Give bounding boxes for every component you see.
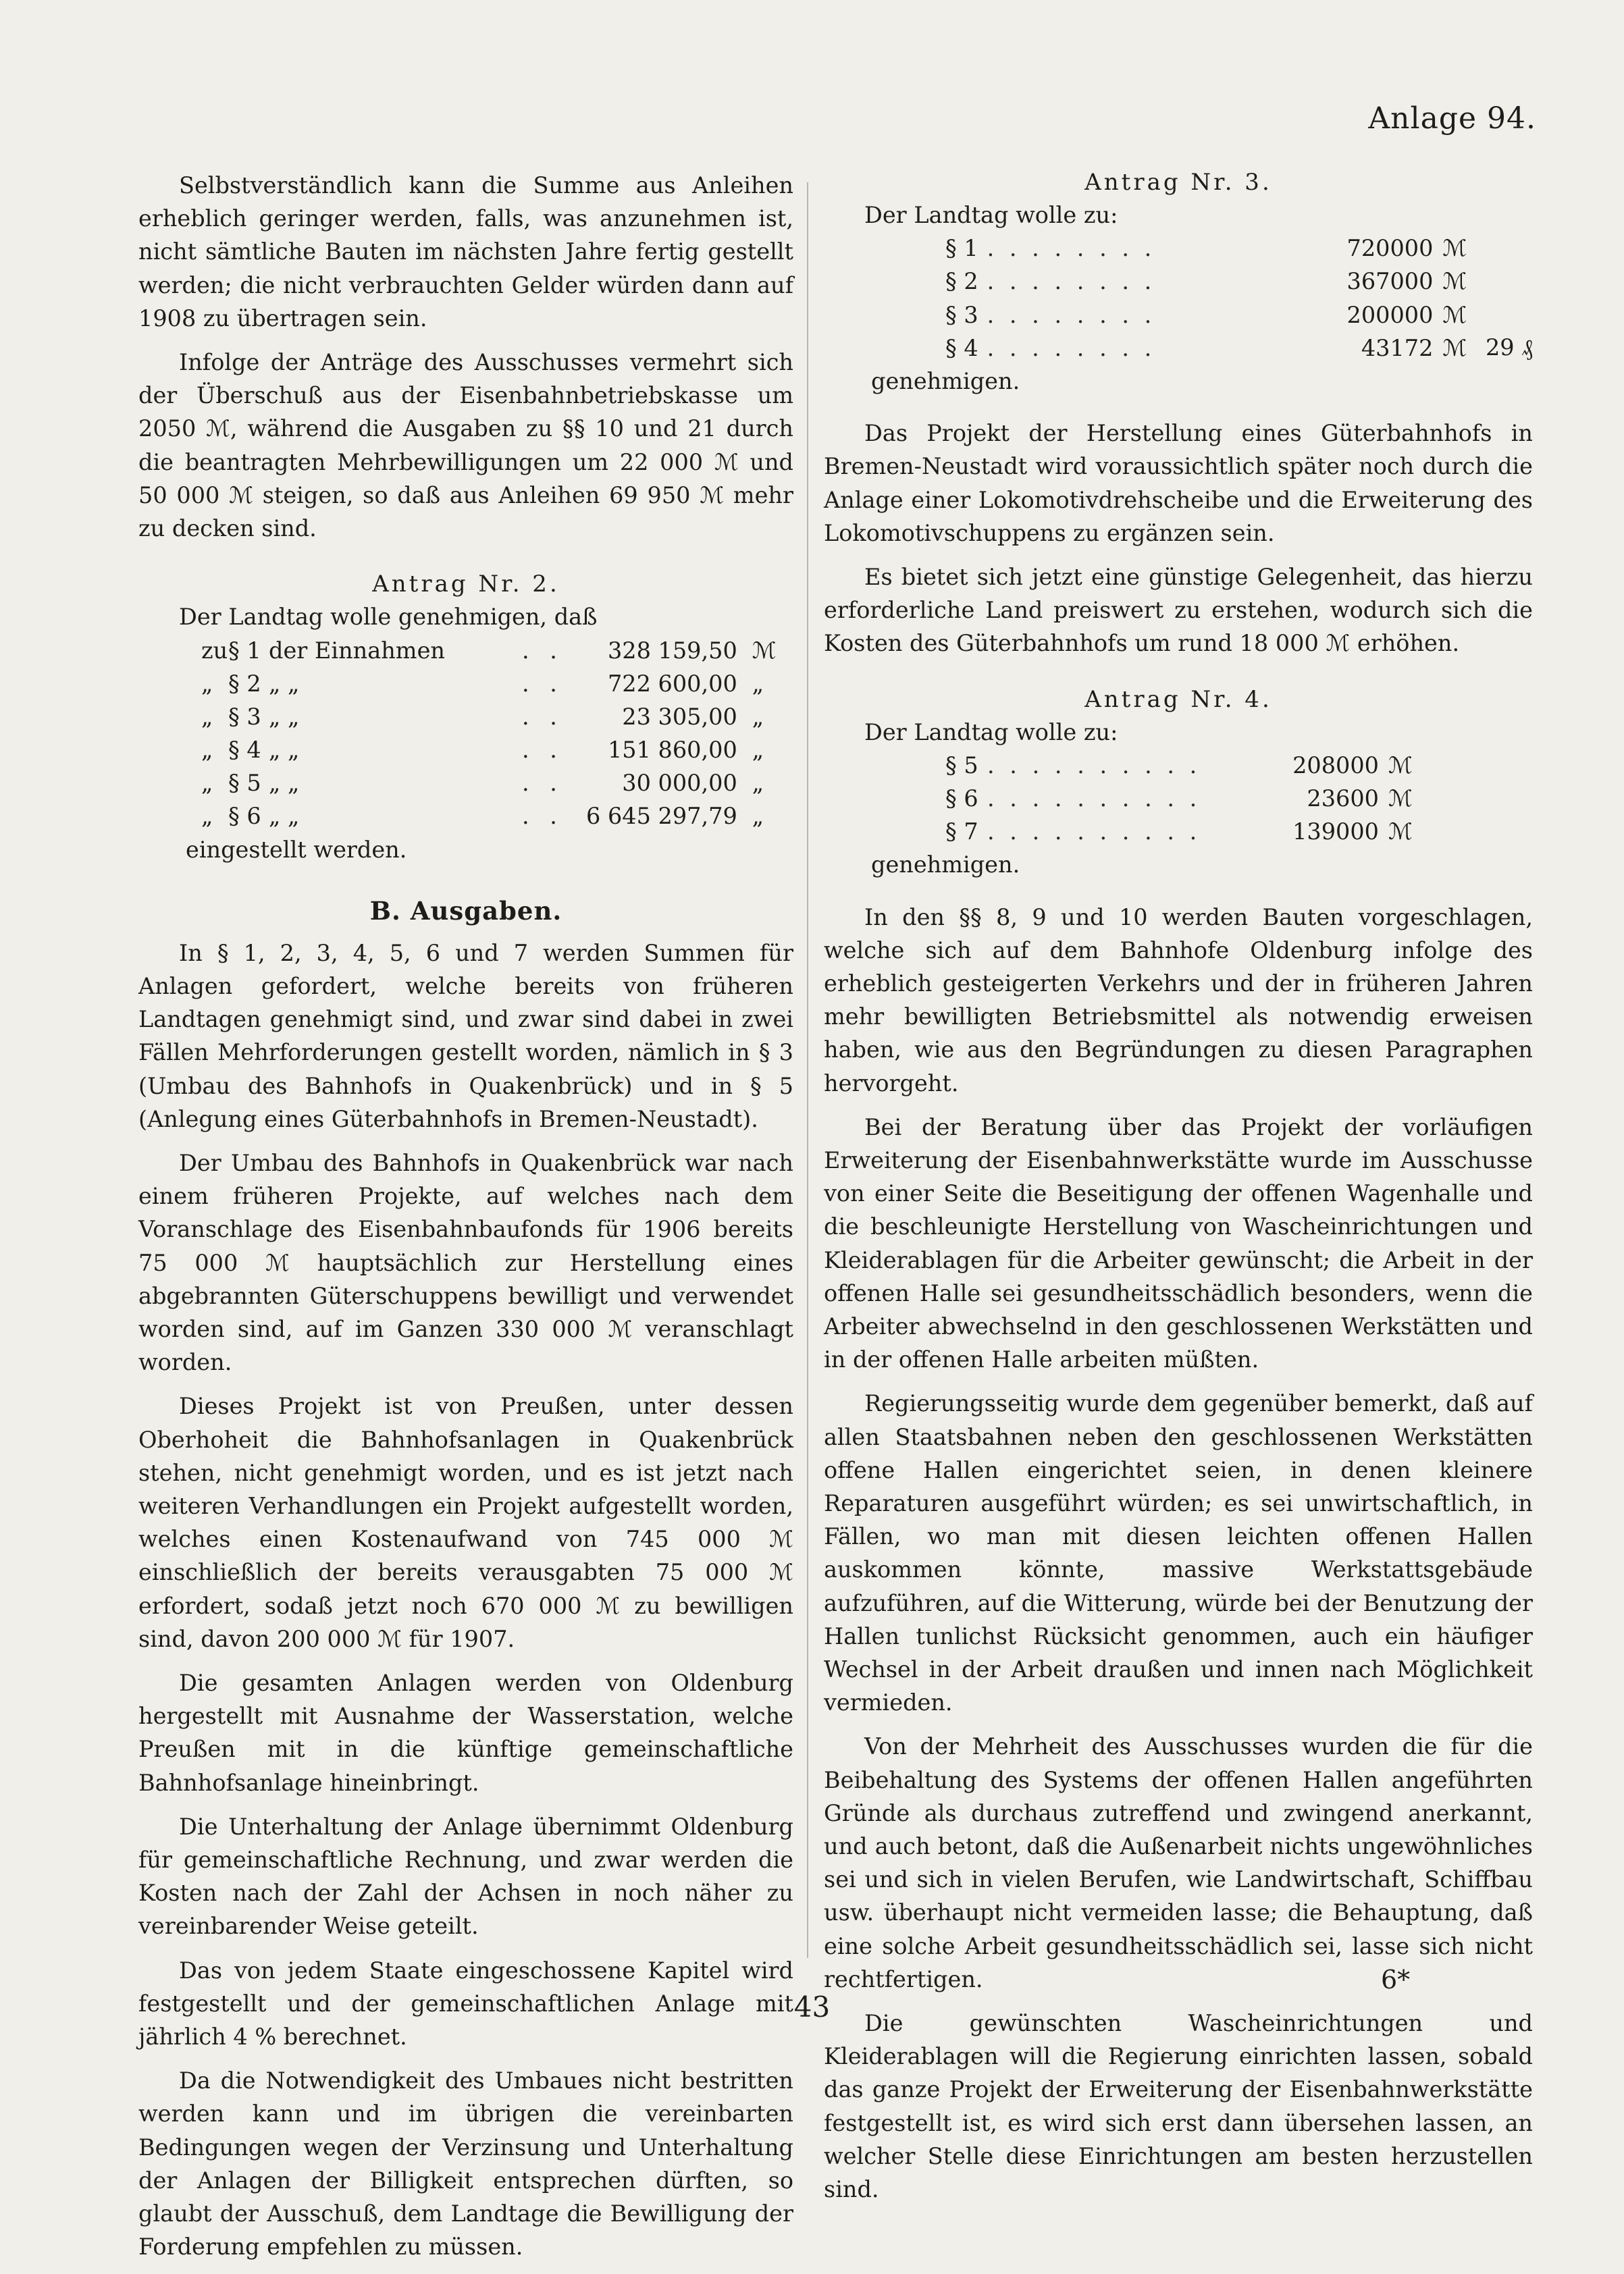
row-amount: 139000 [1292,818,1379,845]
row-currency: ℳ [752,637,777,664]
row-amount: 151 860,00 [607,737,737,764]
row-dots: . . . . . . . . [987,268,1156,295]
row-currency: „ [752,770,764,797]
row-currency: ℳ [1442,301,1467,328]
row-paragraph: § 3 [945,301,978,328]
row-dots: . . . . . . . . . . [987,818,1201,845]
row-currency: ℳ [1388,785,1413,812]
row-amount: 328 159,50 [607,637,737,664]
left-column [138,169,793,2274]
row-paragraph: § 5 [945,751,978,778]
row-dots: . . [522,770,564,797]
row-currency: ℳ [1388,818,1413,845]
antrag-3-table [945,232,1533,365]
row-currency: „ [752,803,764,830]
row-paragraph: § 4 [945,334,978,361]
row-pfennig [1476,298,1533,332]
antrag-4-table [945,749,1422,849]
paragraph: In § 1, 2, 3, 4, 5, 6 und 7 werden Summen für Anlagen gefordert, welche bereits von früheren Landtagen genehmigt sind, und zwar sind dabei in zwei Fällen Mehrforderungen gestellt worden, nämlich in § 3 (Umbau des Bahnhofs in Quakenbrück) und in § 5 (Anlegung eines Güterbahnhofs in Bremen-Neustadt). [138,939,793,1132]
row-currency: ℳ [1442,235,1467,262]
row-prefix: „ [201,703,213,730]
antrag-3-closing: genehmigen. [871,367,1020,394]
row-prefix: „ [201,670,213,697]
table-row [945,782,1422,815]
paragraph: In den §§ 8, 9 und 10 werden Bauten vorgeschlagen, welche sich auf dem Bahnhofe Oldenburg infolge des erheblich gesteigerten Verkehrs und der in früheren Jahren mehr bewilligten Betriebsmittel als notwendig erweisen haben, wie aus den Begründungen zu diesen Paragraphen hervorgeht. [824,903,1533,1096]
table-row [945,232,1533,265]
antrag-3-intro: Der Landtag wolle zu: [864,202,1118,228]
antrag-3-title: Antrag Nr. 3. [1084,169,1272,196]
paragraph: Von der Mehrheit des Ausschusses wurden die für die Beibehaltung des Systems der offenen Hallen angeführten Gründe als durchaus zutreffend und zwingend anerkannt, und auch betont, daß die Außenarbeit nichts ungewöhnliches sei und sich in vielen Berufen, wie Landwirtschaft, Schiffbau usw. überhaupt nicht vermeiden lasse; die Behauptung, daß eine solche Arbeit gesundheitsschädlich sei, lasse sich nicht rechtfertigen. [824,1733,1533,1992]
row-currency: „ [752,670,764,697]
row-amount: 23 305,00 [622,703,737,730]
row-paragraph: § 1 [228,637,261,664]
paragraph: Das Projekt der Herstellung eines Güterbahnhofs in Bremen-Neustadt wird voraussichtlich später noch durch die Anlage einer Lokomotivdrehscheibe und die Erweiterung des Lokomotivschuppens zu ergänzen sein. [824,420,1533,546]
row-dots: . . [522,670,564,697]
row-dots: . . . . . . . . [987,334,1156,361]
row-paragraph: § 2 [228,670,261,697]
row-currency: ℳ [1388,751,1413,778]
paragraph: Bei der Beratung über das Projekt der vorläufigen Erweiterung der Eisenbahnwerkstätte wurde im Ausschusse von einer Seite die Beseitigung der offenen Wagenhalle und die beschleunigte Herstellung von Wascheinrichtungen und Kleiderablagen für die Arbeiter gewünscht; die Arbeit in der offenen Halle sei gesundheitsschädlich besonders, wenn die Arbeiter abwechselnd in den geschlossenen Werkstätten und in der offenen Halle arbeiten müßten. [824,1113,1533,1373]
antrag-2-closing: eingestellt werden. [186,836,407,863]
row-label: „ „ [269,770,300,797]
antrag-2-title: Antrag Nr. 2. [372,571,560,598]
row-prefix: „ [201,803,213,830]
row-label: „ „ [269,737,300,764]
row-dots: . . . . . . . . [987,301,1156,328]
row-dots: . . . . . . . . . . [987,785,1201,812]
right-column [824,169,1533,2217]
row-dots: . . [522,737,564,764]
row-dots: . . [522,637,564,664]
paragraph: Infolge der Anträge des Ausschusses vermehrt sich der Überschuß aus der Eisenbahnbetriebskasse um 2050 ℳ, während die Ausgaben zu §§ 10 und 21 durch die beantragten Mehrbewilligungen um 22 000 ℳ und 50 000 ℳ steigen, so daß aus Anleihen 69 950 ℳ mehr zu decken sind. [138,349,793,542]
annex-label: Anlage 94. [1368,101,1536,136]
row-paragraph: § 2 [945,268,978,295]
paragraph: Die gewünschten Wascheinrichtungen und Kleiderablagen will die Regierung einrichten lassen, sobald das ganze Projekt der Erweiterung der Eisenbahnwerkstätte festgestellt ist, es wird sich erst dann übersehen lassen, an welcher Stelle diese Einrichtungen am besten herzustellen sind. [824,2010,1533,2203]
paragraph: Da die Notwendigkeit des Umbaues nicht bestritten werden kann und im übrigen die vereinbarten Bedingungen wegen der Verzinsung und Unterhaltung der Anlagen der Billigkeit entsprechen dürften, so glaubt der Ausschuß, dem Landtage die Bewilligung der Forderung empfehlen zu müssen. [138,2067,793,2260]
table-row [201,700,777,733]
antrag-2-table [201,633,777,832]
row-prefix: zu [201,637,228,664]
row-currency: „ [752,703,764,730]
row-prefix: „ [201,737,213,764]
paragraph: Die Unterhaltung der Anlage übernimmt Oldenburg für gemeinschaftliche Rechnung, und zwar werden die Kosten nach der Zahl der Achsen in noch näher zu vereinbarender Weise geteilt. [138,1813,793,1940]
table-row [201,733,777,766]
row-paragraph: § 3 [228,703,261,730]
sheet-signature: 6* [1381,1965,1411,1994]
row-amount: 200000 [1346,301,1434,328]
row-prefix: „ [201,770,213,797]
row-currency: „ [752,737,764,764]
paragraph: Die gesamten Anlagen werden von Oldenburg hergestellt mit Ausnahme der Wasserstation, welche Preußen mit in die künftige gemeinschaftliche Bahnhofsanlage hineinbringt. [138,1670,793,1796]
page-number: 43 [793,1990,831,2024]
table-row [201,667,777,700]
row-pfennig [1476,265,1533,298]
row-paragraph: § 5 [228,770,261,797]
table-row [945,298,1533,332]
row-amount: 367000 [1346,268,1434,295]
row-amount: 722 600,00 [607,670,737,697]
table-row [945,749,1422,782]
row-amount: 43172 [1361,334,1434,361]
row-paragraph: § 4 [228,737,261,764]
row-currency: ℳ [1442,334,1467,361]
paragraph: Der Umbau des Bahnhofs in Quakenbrück war nach einem früheren Projekte, auf welches nach dem Voranschlage des Eisenbahnbaufonds für 1906 bereits 75 000 ℳ hauptsächlich zur Herstellung eines abgebrannten Güterschuppens bewilligt und verwendet worden sind, auf im Ganzen 330 000 ℳ veranschlagt worden. [138,1149,793,1376]
antrag-4-closing: genehmigen. [871,851,1020,878]
antrag-4-intro: Der Landtag wolle zu: [864,718,1118,745]
row-label: der Einnahmen [269,637,445,664]
row-dots: . . [522,803,564,830]
paragraph: Selbstverständlich kann die Summe aus Anleihen erheblich geringer werden, falls, was anzunehmen ist, nicht sämtliche Bauten im nächsten Jahre fertig gestellt werden; die nicht verbrauchten Gelder würden dann auf 1908 zu übertragen sein. [138,172,793,332]
row-paragraph: § 6 [228,803,261,830]
column-divider [807,182,808,1958]
row-paragraph: § 6 [945,785,978,812]
row-dots: . . . . . . . . . . [987,751,1201,778]
paragraph: Das von jedem Staate eingeschossene Kapitel wird festgestellt und der gemeinschaftlichen Anlage mit jährlich 4 % berechnet. [138,1957,793,2051]
row-amount: 208000 [1292,751,1379,778]
row-amount: 23600 [1307,785,1379,812]
row-pfennig: 29 ₰ [1485,334,1533,361]
row-paragraph: § 7 [945,818,978,845]
paragraph: Es bietet sich jetzt eine günstige Gelegenheit, das hierzu erforderliche Land preiswert zu erstehen, wodurch sich die Kosten des Güterbahnhofs um rund 18 000 ℳ erhöhen. [824,563,1533,657]
paragraph: Regierungsseitig wurde dem gegenüber bemerkt, daß auf allen Staatsbahnen neben den geschlossenen Werkstätten offene Hallen eingerichtet seien, in denen kleinere Reparaturen ausgeführt würden; es sei unwirtschaftlich, in Fällen, wo man mit diesen leichten offenen Hallen auskommen könnte, massive Werkstattsgebäude aufzuführen, auf die Witterung, würde bei der Benutzung der Hallen tunlichst Rücksicht genommen, auch ein häufiger Wechsel in der Arbeit draußen und innen nach Möglichkeit vermieden. [824,1390,1533,1716]
paragraph: Dieses Projekt ist von Preußen, unter dessen Oberhoheit die Bahnhofsanlagen in Quakenbrück stehen, nicht genehmigt worden, und es ist jetzt nach weiteren Verhandlungen ein Projekt aufgestellt worden, welches einen Kostenaufwand von 745 000 ℳ einschließlich der bereits verausgabten 75 000 ℳ erfordert, sodaß jetzt noch 670 000 ℳ zu bewilligen sind, davon 200 000 ℳ für 1907. [138,1393,793,1652]
antrag-4-title: Antrag Nr. 4. [1084,685,1272,713]
table-row [201,799,777,832]
table-row [201,633,777,666]
row-dots: . . [522,703,564,730]
row-paragraph: § 1 [945,235,978,262]
row-amount: 30 000,00 [622,770,737,797]
table-row [945,332,1533,365]
section-title: B. Ausgaben. [369,895,562,926]
table-row [945,815,1422,848]
table-row [201,766,777,799]
row-amount: 6 645 297,79 [586,803,737,830]
row-pfennig [1476,232,1533,265]
row-label: „ „ [269,803,300,830]
row-dots: . . . . . . . . [987,235,1156,262]
row-amount: 720000 [1346,235,1434,262]
antrag-2-intro: Der Landtag wolle genehmigen, daß [179,604,598,631]
row-currency: ℳ [1442,268,1467,295]
row-label: „ „ [269,670,300,697]
table-row [945,265,1533,298]
row-label: „ „ [269,703,300,730]
